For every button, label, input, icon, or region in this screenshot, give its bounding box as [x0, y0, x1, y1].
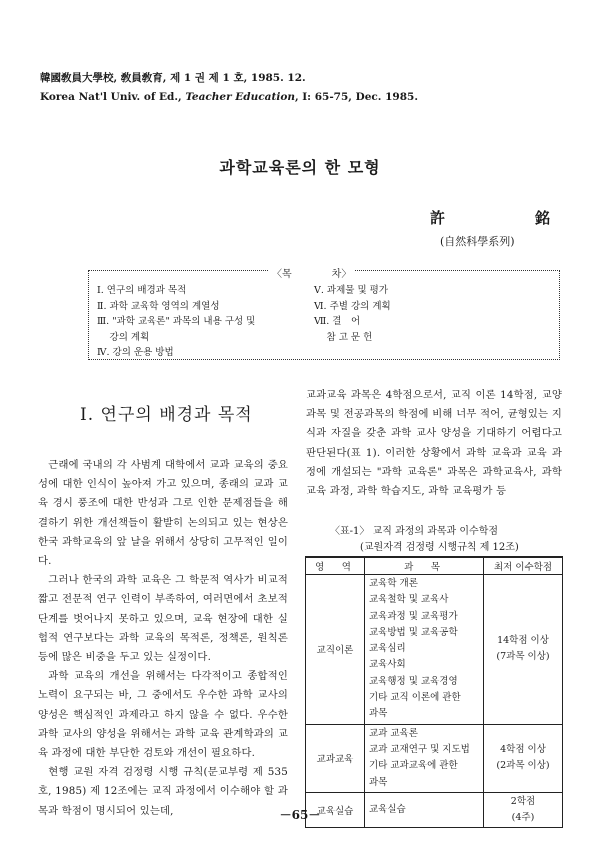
credit-line: (7과목 이상) [496, 651, 550, 663]
toc-item: Ⅵ. 주별 강의 계획 [314, 300, 391, 312]
toc-item: Ⅶ. 결 어 [314, 316, 361, 327]
subject-line: 교육학 개론 [369, 578, 418, 589]
paragraph: 근래에 국내의 각 사범계 대학에서 교과 교육의 중요성에 대한 인식이 높아져 가고 있으며, 종래의 교과 교육 경시 풍조에 대한 반성과 그로 인한 문제점들을 해결하기 위한 개선책들이 활발히 논의되고 있는 현상은 한국 과학교육의 앞 날을 위해서 상당히 고무적인 일이다. [38, 459, 288, 568]
subject-line: 기타 교과교육에 관한 [369, 760, 458, 772]
table-cell-area: 교육실습 [306, 792, 365, 827]
toc-item: Ⅲ. "과학 교육론" 과목의 내용 구성 및 [97, 316, 256, 327]
table-cell-credits [484, 724, 563, 792]
right-column-body [306, 386, 562, 501]
toc-item: Ⅱ. 과학 교육학 영역의 계열성 [97, 300, 220, 312]
left-column-body [38, 456, 288, 821]
credit-requirements-table [305, 556, 563, 828]
table-row [306, 724, 563, 792]
header-subject: 과 목 [365, 557, 484, 575]
subject-line: 교육심리 [369, 643, 406, 655]
subject-line: 교육실습 [369, 803, 406, 815]
subject-line: 교과 교육론 [369, 727, 418, 739]
subject-line: 교육방법 및 교육공학 [369, 626, 458, 638]
subject-line: 교육과정 및 교육평가 [369, 610, 458, 622]
journal-citation-english: Korea Nat'l Univ. of Ed., Teacher Education, I: 65-75, Dec. 1985. [40, 91, 418, 103]
page-number: －65－ [279, 808, 321, 822]
author-name: 許 銘 [430, 209, 550, 227]
subject-line: 교육행정 및 교육경영 [369, 675, 458, 687]
toc-label: 〈목 차〉 [268, 265, 355, 280]
table-cell-subjects [365, 724, 484, 792]
credit-line: (2과목 이상) [496, 760, 550, 772]
paragraph: 교과교육 과목은 4학점으로서, 교직 이론 14학점, 교양 과목 및 전공과목의 학점에 비해 너무 적어, 균형있는 지식과 자질을 갖춘 과학 교사 양성을 기대하기 어렵다고 판단된다(표 1). 이러한 상황에서 과학 교육과 교육 과정에 개설되는 "과학 교육론" 과목은 과학교육사, 과학 교육 과정, 과학 학습지도, 과학 교육평가 등 [306, 389, 562, 498]
subject-line: 교육철학 및 교육사 [369, 594, 449, 606]
header-credits: 최저 이수학점 [484, 557, 563, 575]
table-cell-subjects [365, 575, 484, 725]
subject-line: 과목 [369, 776, 388, 788]
toc-item: 참 고 문 헌 [314, 331, 373, 343]
toc-left-column [97, 283, 255, 361]
subject-line: 과목 [369, 708, 388, 720]
credit-line: 14학점 이상 [497, 635, 549, 647]
table-cell-area: 교직이론 [306, 575, 365, 725]
paper-title: 과학교육론의 한 모형 [219, 158, 381, 177]
toc-item: Ⅳ. 강의 운용 방법 [97, 347, 174, 358]
author-affiliation: (自然科學系列) [440, 235, 515, 248]
credit-line: (4주) [511, 811, 535, 823]
subject-line: 교육사회 [369, 659, 406, 671]
credit-line: 4학점 이상 [500, 744, 546, 756]
table-row [306, 575, 563, 725]
journal-citation-korean: 韓國敎員大學校, 敎員敎育, 제 1 권 제 1 호, 1985. 12. [40, 72, 306, 84]
table-header-row [306, 557, 563, 575]
paragraph: 과학 교육의 개선을 위해서는 다각적이고 종합적인 노력이 요구되는 바, 그 중에서도 우수한 과학 교사의 양성은 핵심적인 과제라고 하지 않을 수 없다. 우수한 과학 교사의 양성을 위해서는 과학 교육 관계학과의 교육 과정에 대한 부단한 검토와 개선이 필요하다. [38, 670, 288, 760]
paragraph: 그러나 한국의 과학 교육은 그 학문적 역사가 비교적 짧고 전문적 연구 인력이 부족하여, 여러면에서 초보적 단계를 벗어나지 못하고 있으며, 교육 현장에 대한 실험적 연구보다는 과학 교육의 목적론, 정책론, 원칙론 등에 많은 비중을 두고 있는 실정이다. [38, 574, 288, 664]
header-area: 영 역 [306, 557, 365, 575]
table-cell-area: 교과교육 [306, 724, 365, 792]
toc-right-column [314, 283, 391, 345]
toc-item: 강의 계획 [97, 331, 150, 343]
subject-line: 교과 교재연구 및 지도법 [369, 743, 470, 755]
table-of-contents [88, 270, 560, 360]
table-cell-credits [484, 575, 563, 725]
table-caption: 〈표-1〉 교직 과정의 과목과 이수학점 [330, 526, 499, 537]
credit-line: 2학점 [510, 795, 536, 807]
subject-line: 기타 교직 이론에 관한 [369, 692, 461, 704]
section-heading: Ⅰ. 연구의 배경과 목적 [80, 405, 253, 425]
paragraph: 현행 교원 자격 검정령 시행 규칙(문교부령 제 535호, 1985) 제 12조에는 교직 과정에서 이수해야 할 과목과 학점이 명시되어 있는데, [38, 766, 288, 817]
toc-item: Ⅴ. 과제물 및 평가 [314, 285, 389, 296]
table-subcaption: (교원자격 검정령 시행규칙 제 12조) [360, 542, 519, 553]
toc-item: Ⅰ. 연구의 배경과 목적 [97, 285, 187, 296]
